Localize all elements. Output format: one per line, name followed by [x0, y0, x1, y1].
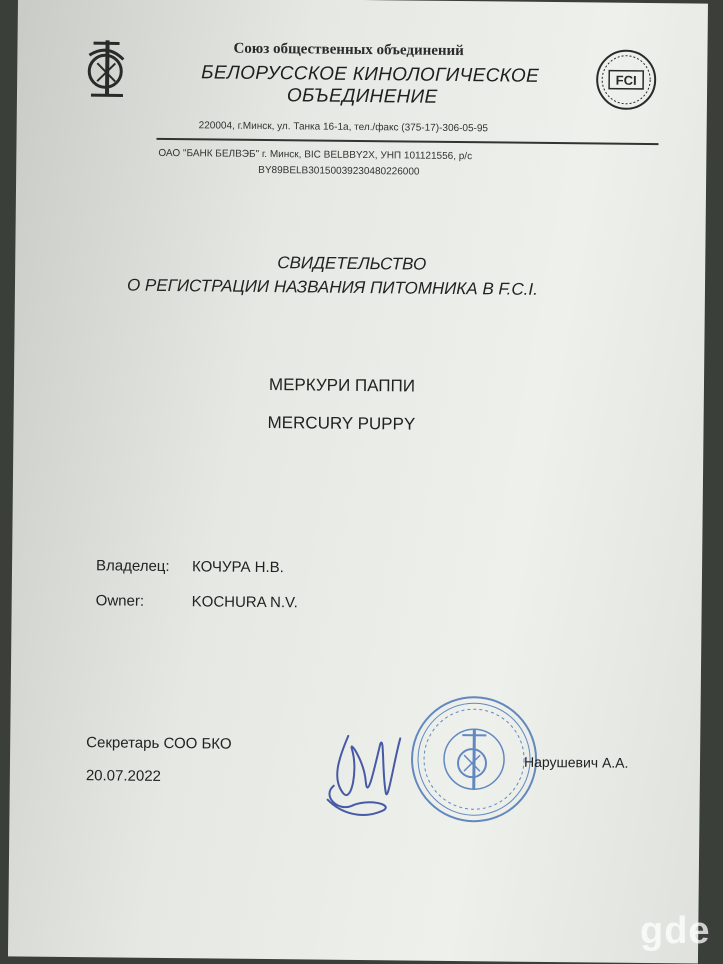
issue-date: 20.07.2022 [85, 767, 162, 785]
signature [307, 729, 418, 826]
org-name-line2: ОБЪЕДИНЕНИЕ [286, 85, 438, 108]
owner-value-en: KOCHURA N.V. [191, 593, 298, 612]
signer-name: Нарушевич А.А. [523, 753, 629, 771]
header-divider [157, 138, 659, 145]
owner-value-ru: КОЧУРА Н.В. [191, 558, 284, 577]
kennel-name-ru: МЕРКУРИ ПАППИ [268, 375, 416, 396]
certificate-title-line1: СВИДЕТЕЛЬСТВО [277, 253, 427, 274]
site-watermark: gde [640, 910, 711, 952]
owner-label-ru: Владелец: [95, 557, 170, 576]
org-top-line: Союз общественных объединений [233, 40, 464, 60]
kennel-name-en: MERCURY PUPPY [267, 413, 416, 434]
bank-details-line1: ОАО "БАНК БЕЛВЭБ" г. Минск, BIC BELBBY2X, УНП 101121556, р/с [158, 147, 473, 163]
fci-logo-text: FCI [615, 72, 637, 88]
bank-details-line2: BY89BELB30150039230480226000 [258, 164, 420, 178]
certificate-page [8, 0, 708, 964]
secretary-title: Секретарь СОО БКО [86, 734, 232, 753]
certificate-title-line2: О РЕГИСТРАЦИИ НАЗВАНИЯ ПИТОМНИКА В F.C.I. [126, 275, 538, 299]
org-address: 220004, г.Минск, ул. Танка 16-1а, тел./факс (375-17)-306-05-95 [198, 120, 489, 135]
owner-label-en: Owner: [95, 592, 145, 610]
bko-logo [79, 37, 136, 100]
fci-logo [595, 48, 658, 111]
official-stamp [407, 693, 540, 826]
org-name-line1: БЕЛОРУССКОЕ КИНОЛОГИЧЕСКОЕ [201, 62, 540, 87]
